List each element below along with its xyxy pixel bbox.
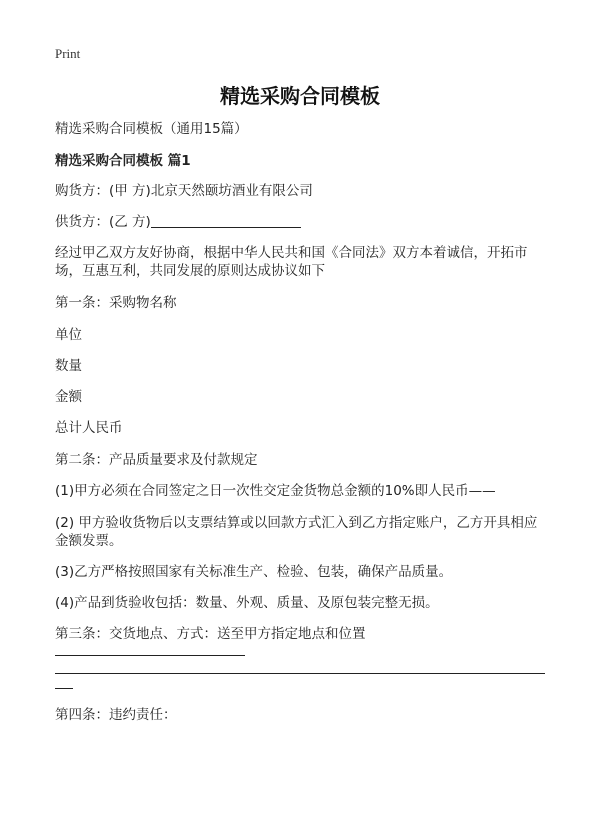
section-heading: 精选采购合同模板 篇1: [55, 153, 191, 169]
blank-line-3: [55, 688, 73, 689]
article-2: 第二条：产品质量要求及付款规定: [55, 452, 258, 468]
article-1: 第一条：采购物名称: [55, 295, 177, 311]
clause-4: (4)产品到货验收包括：数量、外观、质量、及原包装完整无损。: [55, 595, 439, 611]
document-subtitle: 精选采购合同模板（通用15篇）: [55, 121, 248, 137]
supplier-line: [55, 213, 301, 231]
clause-1: (1)甲方必须在合同签定之日一次性交定金货物总金额的10%即人民币——: [55, 483, 496, 499]
clause-2: (2) 甲方验收货物后以支票结算或以回款方式汇入到乙方指定账户，乙方开具相应金额发票。: [55, 515, 538, 549]
amount-line: 金额: [55, 389, 82, 405]
document-title: 精选采购合同模板: [220, 84, 380, 108]
supplier-blank-line: [151, 213, 301, 228]
clause-3: (3)乙方严格按照国家有关标准生产、检验、包装，确保产品质量。: [55, 564, 453, 580]
unit-line: 单位: [55, 327, 82, 343]
quantity-line: 数量: [55, 358, 82, 374]
supplier-label: 供货方：(乙 方): [55, 214, 151, 230]
buyer-line: 购货方：(甲 方)北京天然颐坊酒业有限公司: [55, 183, 313, 199]
intro-paragraph: 经过甲乙双方友好协商，根据中华人民共和国《合同法》双方本着诚信，开拓市场，互惠互利，共同发展的原则达成协议如下: [55, 245, 528, 279]
article-3: 第三条：交货地点、方式：送至甲方指定地点和位置: [55, 626, 366, 642]
print-label[interactable]: Print: [55, 46, 81, 61]
article-4: 第四条：违约责任：: [55, 707, 177, 723]
blank-line-2: [55, 673, 545, 674]
total-line: 总计人民币: [55, 420, 123, 436]
blank-line-1: [55, 655, 245, 656]
